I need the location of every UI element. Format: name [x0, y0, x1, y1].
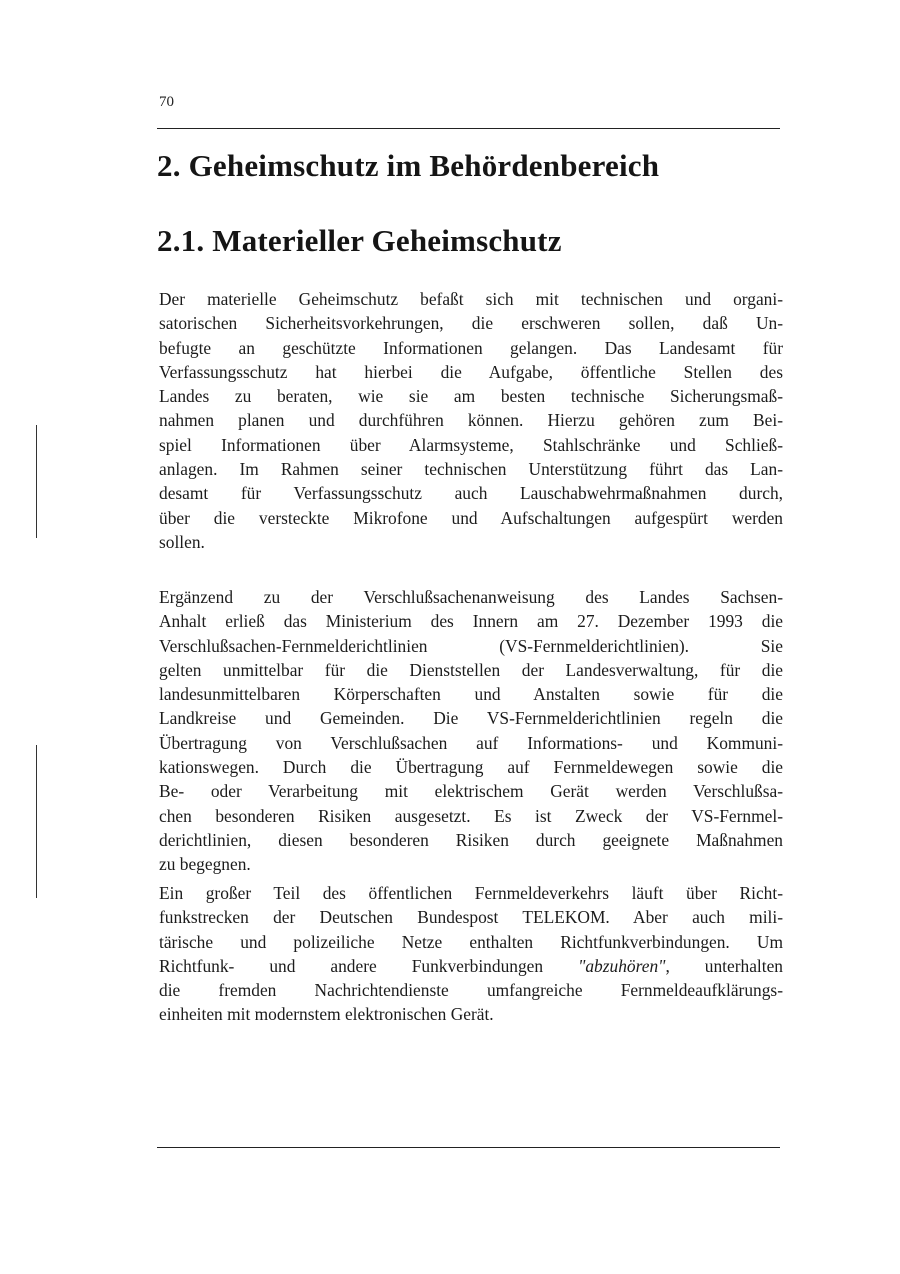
text-line: die fremden Nachrichtendienste umfangreiche Fernmeldeaufklärungs-: [159, 980, 783, 1001]
text-line: landesunmittelbaren Körperschaften und Anstalten sowie für die: [159, 684, 783, 705]
text-line: zu begegnen.: [159, 854, 251, 875]
paragraph-material-protection: [159, 287, 783, 554]
section-heading: 2. Geheimschutz im Behördenbereich: [157, 148, 660, 183]
text-line: Verschlußsachen-Fernmelderichtlinien (VS-Fernmelderichtlinien). Sie: [159, 635, 783, 656]
emphasized-word: "abzuhören": [578, 955, 666, 976]
text-line: chen besonderen Risiken ausgesetzt. Es ist Zweck der VS-Fernmel-: [159, 805, 783, 826]
text-line: spiel Informationen über Alarmsysteme, Stahlschränke und Schließ-: [159, 434, 783, 455]
text-line: Übertragung von Verschlußsachen auf Informations- und Kommuni-: [159, 732, 783, 753]
text-line: funkstrecken der Deutschen Bundespost TELEKOM. Aber auch mili-: [159, 907, 783, 928]
text-line: kationswegen. Durch die Übertragung auf Fernmeldewegen sowie die: [159, 757, 783, 778]
paragraph-radio-links: [159, 881, 783, 1027]
text-line: desamt für Verfassungsschutz auch Lauschabwehrmaßnahmen durch,: [159, 483, 783, 504]
text-line: anlagen. Im Rahmen seiner technischen Unterstützung führt das Lan-: [159, 459, 783, 480]
text-line: befugte an geschützte Informationen gelangen. Das Landesamt für: [159, 337, 783, 358]
page-number: 70: [159, 94, 174, 110]
text-line: Der materielle Geheimschutz befaßt sich mit technischen und organi-: [159, 289, 783, 309]
footer-rule: [157, 1147, 780, 1148]
text-line: tärische und polizeiliche Netze enthalten Richtfunkverbindungen. Um: [159, 931, 783, 952]
subsection-heading: 2.1. Materieller Geheimschutz: [157, 223, 562, 258]
margin-change-bar: [36, 425, 37, 538]
text-line: sollen.: [159, 531, 205, 552]
text-line: derichtlinien, diesen besonderen Risiken durch geeignete Maßnahmen: [159, 829, 783, 850]
text-line: Verfassungsschutz hat hierbei die Aufgabe, öffentliche Stellen des: [159, 361, 783, 382]
text-line: Landes zu beraten, wie sie am besten technische Sicherungsmaß-: [159, 386, 783, 407]
text-line: nahmen planen und durchführen können. Hierzu gehören zum Bei-: [159, 410, 783, 431]
text-line: Be- oder Verarbeitung mit elektrischem Gerät werden Verschlußsa-: [159, 781, 783, 802]
margin-change-bar: [36, 745, 37, 898]
text-segment: , unterhalten: [665, 955, 784, 976]
text-line: Anhalt erließ das Ministerium des Innern am 27. Dezember 1993 die: [159, 611, 783, 632]
text-line: [159, 954, 783, 978]
text-line: Landkreise und Gemeinden. Die VS-Fernmelderichtlinien regeln die: [159, 708, 783, 729]
text-line: Ergänzend zu der Verschlußsachenanweisung des Landes Sachsen-: [159, 587, 783, 607]
paragraph-vs-guidelines: [159, 585, 783, 877]
text-line: über die versteckte Mikrofone und Aufschaltungen aufgespürt werden: [159, 507, 783, 528]
text-line: gelten unmittelbar für die Dienststellen der Landesverwaltung, für die: [159, 659, 783, 680]
text-line: Ein großer Teil des öffentlichen Fernmeldeverkehrs läuft über Richt-: [159, 883, 783, 903]
text-segment: Richtfunk- und andere Funkverbindungen: [159, 955, 579, 976]
header-rule: [157, 128, 780, 129]
text-line: satorischen Sicherheitsvorkehrungen, die erschweren sollen, daß Un-: [159, 313, 783, 334]
text-line: einheiten mit modernstem elektronischen Gerät.: [159, 1004, 494, 1025]
